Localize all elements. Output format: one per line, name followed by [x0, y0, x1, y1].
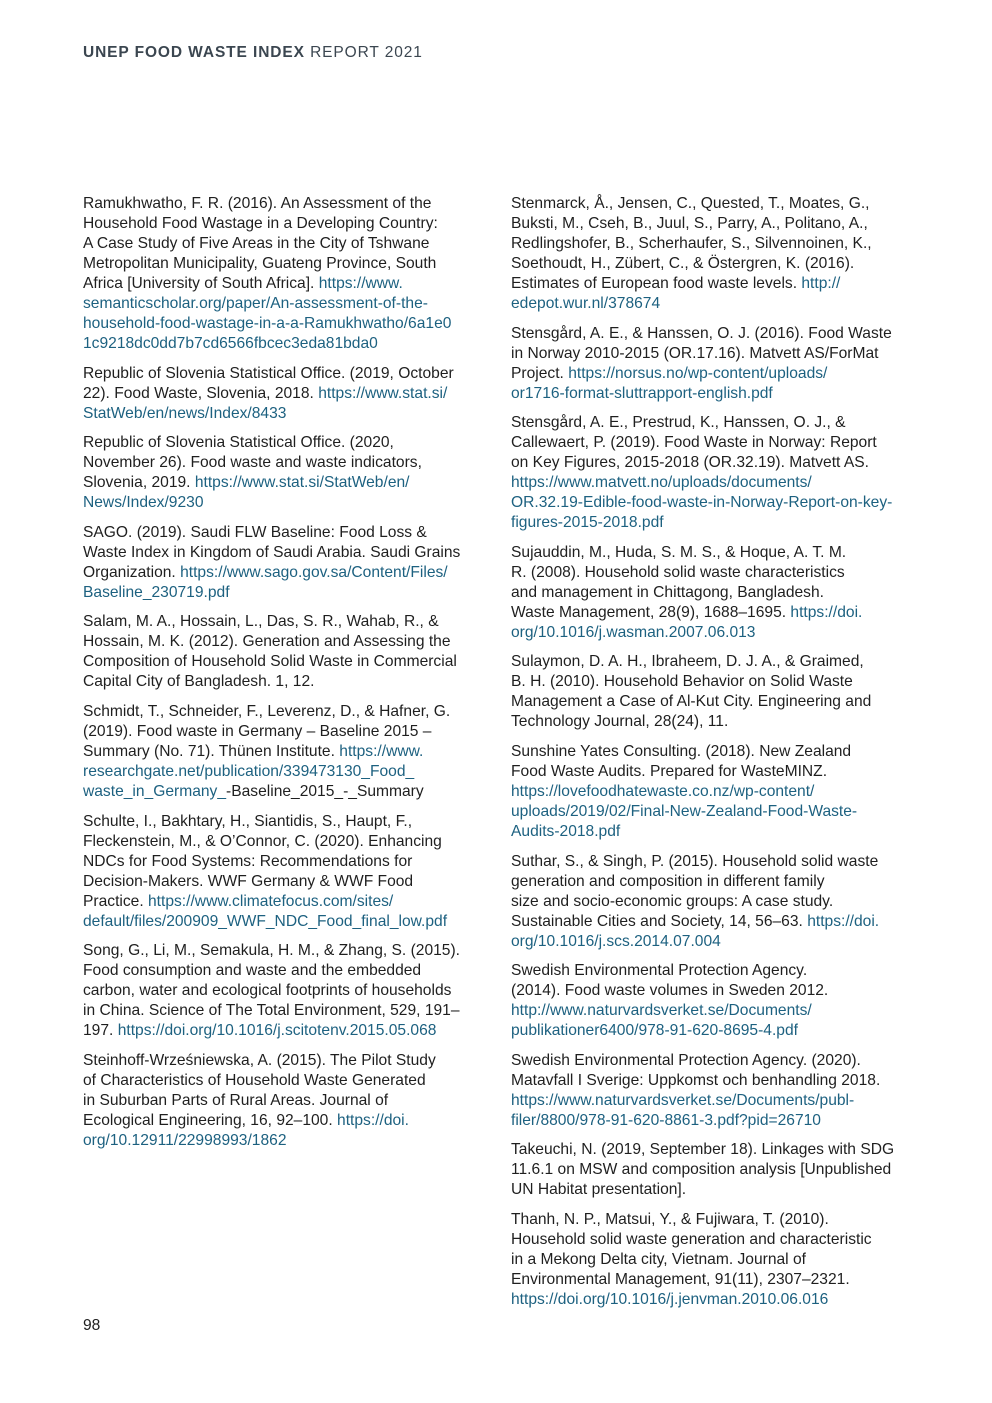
reference-entry — [83, 812, 483, 932]
reference-line — [511, 692, 913, 712]
reference-line — [511, 214, 913, 234]
reference-line — [511, 194, 913, 214]
reference-text: Organization. — [83, 563, 181, 581]
reference-link[interactable]: default/files/200909_WWF_NDC_Food_final_low.pdf — [83, 912, 448, 930]
reference-link[interactable]: household-food-wastage-in-a-a-Ramukhwatho/6a1e0 — [83, 315, 452, 332]
reference-line — [83, 872, 483, 892]
reference-text: Summary (No. 71). Thünen Institute. — [83, 742, 340, 760]
reference-line — [83, 473, 483, 493]
reference-link[interactable]: figures-2015-2018.pdf — [511, 514, 664, 532]
reference-link[interactable]: https://doi. — [807, 912, 880, 930]
reference-line — [511, 672, 913, 692]
reference-line — [511, 961, 913, 981]
reference-text: Decision-Makers. WWF Germany & WWF Food — [83, 872, 414, 890]
reference-line — [511, 1210, 913, 1230]
reference-link[interactable]: org/10.1016/j.wasman.2007.06.013 — [511, 623, 756, 641]
reference-line — [83, 981, 483, 1001]
reference-line — [511, 1051, 913, 1071]
reference-text: Stenmarck, Å., Jensen, C., Quested, T., Moates, G., — [511, 195, 870, 212]
reference-entry — [511, 961, 913, 1041]
reference-line — [83, 433, 483, 453]
reference-line — [511, 1160, 913, 1180]
reference-text: Practice. — [83, 892, 148, 910]
reference-text: Swedish Environmental Protection Agency. (2020). — [511, 1051, 861, 1069]
reference-line — [511, 852, 913, 872]
reference-link[interactable]: Audits-2018.pdf — [511, 822, 621, 840]
reference-text: (2019). Food waste in Germany – Baseline 2015 – — [83, 722, 432, 740]
reference-line — [83, 762, 483, 782]
reference-line — [511, 543, 913, 563]
reference-link[interactable]: http:// — [801, 275, 841, 292]
reference-text: Salam, M. A., Hossain, L., Das, S. R., Wahab, R., & — [83, 613, 439, 631]
reference-link[interactable]: uploads/2019/02/Final-New-Zealand-Food-Waste- — [511, 802, 858, 820]
reference-text: Sustainable Cities and Society, 14, 56–63. — [511, 912, 808, 930]
reference-link[interactable]: https://www.naturvardsverket.se/Documents/publ- — [511, 1091, 855, 1109]
reference-line — [511, 364, 913, 384]
reference-text: Project. — [511, 364, 569, 382]
reference-line — [83, 941, 483, 961]
reference-text: Household Food Wastage in a Developing Country: — [83, 215, 438, 232]
reference-entry — [511, 742, 913, 842]
reference-entry — [83, 364, 483, 424]
reference-line — [83, 1071, 483, 1091]
reference-text: Sujauddin, M., Huda, S. M. S., & Hoque, A. T. M. — [511, 543, 847, 561]
reference-line — [511, 1021, 913, 1041]
reference-text: Swedish Environmental Protection Agency. — [511, 962, 808, 980]
reference-text: Sunshine Yates Consulting. (2018). New Zealand — [511, 742, 852, 760]
reference-link[interactable]: 1c9218dc0dd7b7cd6566fbcec3eda81bda0 — [83, 335, 378, 352]
reference-line — [511, 294, 913, 314]
reference-line — [511, 872, 913, 892]
reference-link[interactable]: https://www.matvett.no/uploads/documents/ — [511, 474, 812, 492]
reference-line — [511, 513, 913, 533]
reference-line — [83, 672, 483, 692]
reference-line — [83, 961, 483, 981]
reference-line — [511, 473, 913, 493]
reference-text: Schulte, I., Bakhtary, H., Siantidis, S., Haupt, F., — [83, 812, 413, 830]
report-title: UNEP FOOD WASTE INDEX — [83, 44, 305, 61]
reference-line — [511, 981, 913, 1001]
reference-line — [83, 742, 483, 762]
reference-text: Food Waste Audits. Prepared for WasteMINZ. — [511, 762, 828, 780]
reference-line — [511, 623, 913, 643]
reference-text: Technology Journal, 28(24), 11. — [511, 713, 729, 731]
reference-link[interactable]: https://doi.org/10.1016/j.scitotenv.2015.05.068 — [117, 1022, 437, 1040]
reference-text: of Characteristics of Household Waste Generated — [83, 1071, 426, 1089]
reference-line — [511, 1071, 913, 1091]
reference-text: generation and composition in different family — [511, 872, 825, 890]
reference-line — [83, 453, 483, 473]
reference-text: Matavfall I Sverige: Uppkomst och benhandling 2018. — [511, 1071, 881, 1089]
reference-link[interactable]: filer/8800/978-91-620-8861-3.pdf?pid=26710 — [511, 1111, 821, 1129]
reference-text: 22). Food Waste, Slovenia, 2018. — [83, 384, 319, 402]
reference-line — [83, 852, 483, 872]
reference-line — [83, 1021, 483, 1041]
reference-line — [83, 254, 483, 274]
report-subtitle: REPORT 2021 — [310, 44, 423, 61]
reference-entry — [511, 194, 913, 314]
reference-entry — [511, 1140, 913, 1200]
reference-line — [511, 782, 913, 802]
reference-line — [511, 1270, 913, 1290]
reference-text: Composition of Household Solid Waste in Commercial — [83, 653, 457, 671]
reference-line — [511, 413, 913, 433]
reference-text: Household solid waste generation and characteristic — [511, 1230, 872, 1248]
reference-text: Environmental Management, 91(11), 2307–2321. — [511, 1270, 850, 1288]
reference-entry — [511, 1051, 913, 1131]
reference-text: Management a Case of Al-Kut City. Engineering and — [511, 693, 872, 711]
reference-link[interactable]: https://www.sago.gov.sa/Content/Files/ — [180, 563, 448, 581]
reference-entry — [511, 652, 913, 732]
reference-link[interactable]: org/10.1016/j.scs.2014.07.004 — [511, 932, 721, 950]
reference-text: B. H. (2010). Household Behavior on Solid Waste — [511, 673, 853, 691]
reference-line — [83, 1001, 483, 1021]
reference-link[interactable]: org/10.12911/22998993/1862 — [83, 1131, 287, 1149]
reference-text: Sulaymon, D. A. H., Ibraheem, D. J. A., & Graimed, — [511, 653, 864, 671]
reference-line — [511, 563, 913, 583]
reference-text: in a Mekong Delta city, Vietnam. Journal of — [511, 1250, 806, 1268]
reference-text: Hossain, M. K. (2012). Generation and Assessing the — [83, 633, 451, 651]
reference-text: Capital City of Bangladesh. 1, 12. — [83, 673, 315, 691]
reference-line — [83, 523, 483, 543]
reference-line — [511, 1290, 913, 1310]
reference-link[interactable]: OR.32.19-Edible-food-waste-in-Norway-Report-on-key- — [511, 494, 893, 512]
reference-line — [83, 493, 483, 513]
reference-link[interactable]: https://doi. — [790, 603, 863, 621]
reference-text: SAGO. (2019). Saudi FLW Baseline: Food Loss & — [83, 523, 427, 541]
reference-entry — [511, 413, 913, 533]
reference-line — [511, 453, 913, 473]
reference-text: Stensgård, A. E., Prestrud, K., Hanssen, O. J., & — [511, 414, 846, 432]
reference-line — [83, 294, 483, 314]
reference-line — [83, 1051, 483, 1071]
reference-text: Takeuchi, N. (2019, September 18). Linkages with SDG — [511, 1141, 895, 1159]
reference-line — [511, 1091, 913, 1111]
reference-line — [511, 1001, 913, 1021]
page-number: 98 — [83, 1317, 101, 1334]
report-header — [83, 44, 423, 62]
reference-line — [83, 1131, 483, 1151]
reference-text: size and socio-economic groups: A case study. — [511, 892, 834, 910]
reference-text: Redlingshofer, B., Scherhaufer, S., Silvennoinen, K., — [511, 235, 872, 252]
reference-text: in China. Science of The Total Environment, 529, 191– — [83, 1002, 460, 1020]
reference-text: Republic of Slovenia Statistical Office. (2020, — [83, 434, 394, 452]
reference-link[interactable]: https://lovefoodhatewaste.co.nz/wp-content/ — [511, 782, 815, 800]
reference-line — [511, 912, 913, 932]
reference-line — [83, 652, 483, 672]
reference-entry — [83, 702, 483, 802]
reference-line — [83, 274, 483, 294]
references-right-column — [511, 194, 913, 1320]
reference-line — [83, 702, 483, 722]
reference-link[interactable]: semanticscholar.org/paper/An-assessment-of-the- — [83, 295, 428, 312]
reference-line — [511, 892, 913, 912]
reference-text: Waste Management, 28(9), 1688–1695. — [511, 603, 791, 621]
reference-link[interactable]: https://www.stat.si/StatWeb/en/ — [194, 474, 410, 492]
reference-line — [511, 254, 913, 274]
references-left-column — [83, 194, 483, 1160]
reference-text: A Case Study of Five Areas in the City of Tshwane — [83, 235, 430, 252]
reference-text: Suthar, S., & Singh, P. (2015). Household solid waste — [511, 852, 879, 870]
reference-line — [83, 583, 483, 603]
reference-line — [83, 334, 483, 354]
reference-link[interactable]: https://doi.org/10.1016/j.jenvman.2010.06.016 — [511, 1290, 829, 1308]
reference-line — [83, 632, 483, 652]
reference-line — [511, 234, 913, 254]
reference-text: Slovenia, 2019. — [83, 474, 195, 492]
reference-line — [83, 892, 483, 912]
reference-text: Fleckenstein, M., & O’Connor, C. (2020). Enhancing — [83, 832, 442, 850]
reference-entry — [83, 523, 483, 603]
reference-line — [83, 563, 483, 583]
reference-link[interactable]: waste_in_Germany_ — [83, 782, 227, 800]
reference-line — [83, 782, 483, 802]
reference-line — [83, 543, 483, 563]
reference-text: UN Habitat presentation]. — [511, 1181, 687, 1199]
reference-text: Buksti, M., Cseh, B., Juul, S., Parry, A., Politano, A., — [511, 215, 868, 232]
reference-line — [511, 762, 913, 782]
reference-line — [83, 832, 483, 852]
reference-line — [83, 912, 483, 932]
reference-text: and management in Chittagong, Bangladesh. — [511, 583, 824, 601]
reference-link[interactable]: http://www.naturvardsverket.se/Documents/ — [511, 1002, 812, 1020]
reference-line — [83, 364, 483, 384]
reference-text: Waste Index in Kingdom of Saudi Arabia. Saudi Grains — [83, 543, 461, 561]
reference-line — [511, 652, 913, 672]
reference-entry — [83, 941, 483, 1041]
reference-text: Ecological Engineering, 16, 92–100. — [83, 1111, 338, 1129]
reference-line — [511, 324, 913, 344]
reference-text: carbon, water and ecological footprints of households — [83, 982, 452, 1000]
reference-text: Stensgård, A. E., & Hanssen, O. J. (2016). Food Waste — [511, 324, 892, 342]
reference-entry — [511, 543, 913, 643]
reference-text: R. (2008). Household solid waste characteristics — [511, 563, 845, 581]
reference-entry — [83, 612, 483, 692]
reference-text: NDCs for Food Systems: Recommendations for — [83, 852, 413, 870]
reference-link[interactable]: https://www.climatefocus.com/sites/ — [148, 892, 394, 910]
reference-line — [511, 1111, 913, 1131]
reference-link[interactable]: Baseline_230719.pdf — [83, 583, 230, 601]
reference-text: Steinhoff-Wrześniewska, A. (2015). The Pilot Study — [83, 1051, 436, 1069]
reference-line — [83, 1091, 483, 1111]
reference-text: Schmidt, T., Schneider, F., Leverenz, D., & Hafner, G. — [83, 702, 451, 720]
reference-text: on Key Figures, 2015-2018 (OR.32.19). Matvett AS. — [511, 454, 869, 472]
reference-text: Estimates of European food waste levels. — [511, 275, 802, 292]
reference-line — [83, 404, 483, 424]
reference-line — [83, 1111, 483, 1131]
reference-link[interactable]: publikationer6400/978-91-620-8695-4.pdf — [511, 1022, 798, 1040]
reference-line — [83, 384, 483, 404]
reference-line — [511, 603, 913, 623]
reference-line — [83, 314, 483, 334]
reference-text: Song, G., Li, M., Semakula, H. M., & Zhang, S. (2015). — [83, 942, 461, 960]
reference-entry — [511, 1210, 913, 1310]
reference-text: Food consumption and waste and the embedded — [83, 962, 422, 980]
reference-link[interactable]: https://www. — [339, 742, 424, 760]
reference-line — [511, 742, 913, 762]
reference-text: Africa [University of South Africa]. — [83, 275, 319, 292]
reference-link[interactable]: News/Index/9230 — [83, 494, 204, 512]
reference-text: in Norway 2010-2015 (OR.17.16). Matvett AS/ForMat — [511, 344, 879, 362]
reference-line — [511, 274, 913, 294]
reference-line — [511, 822, 913, 842]
reference-text: Ramukhwatho, F. R. (2016). An Assessment of the — [83, 195, 432, 212]
reference-line — [511, 1140, 913, 1160]
reference-link[interactable]: https://norsus.no/wp-content/uploads/ — [568, 364, 828, 382]
reference-entry — [83, 194, 483, 354]
reference-line — [83, 812, 483, 832]
reference-line — [511, 384, 913, 404]
reference-entry — [511, 852, 913, 952]
reference-line — [83, 214, 483, 234]
reference-line — [511, 932, 913, 952]
reference-line — [83, 194, 483, 214]
reference-entry — [511, 324, 913, 404]
reference-line — [511, 802, 913, 822]
reference-line — [511, 712, 913, 732]
reference-line — [511, 344, 913, 364]
reference-line — [83, 612, 483, 632]
reference-link[interactable]: edepot.wur.nl/378674 — [511, 295, 661, 312]
reference-text: (2014). Food waste volumes in Sweden 2012. — [511, 982, 829, 1000]
reference-link[interactable]: https://doi. — [337, 1111, 409, 1129]
reference-line — [511, 1230, 913, 1250]
reference-text: Thanh, N. P., Matsui, Y., & Fujiwara, T. (2010). — [511, 1210, 829, 1228]
reference-link[interactable]: StatWeb/en/news/Index/8433 — [83, 404, 287, 422]
reference-line — [83, 722, 483, 742]
reference-text: 197. — [83, 1022, 118, 1040]
reference-line — [511, 1180, 913, 1200]
reference-line — [511, 1250, 913, 1270]
reference-text: Soethoudt, H., Zübert, C., & Östergren, K. (2016). — [511, 255, 855, 272]
reference-link[interactable]: or1716-format-sluttrapport-english.pdf — [511, 384, 773, 402]
reference-text: November 26). Food waste and waste indicators, — [83, 454, 422, 472]
reference-entry — [83, 433, 483, 513]
reference-text: 11.6.1 on MSW and composition analysis [Unpublished — [511, 1161, 892, 1179]
reference-text: Callewaert, P. (2019). Food Waste in Norway: Report — [511, 434, 877, 452]
reference-link[interactable]: https://www. — [318, 275, 403, 292]
reference-link[interactable]: researchgate.net/publication/339473130_Food_ — [83, 762, 415, 780]
reference-line — [511, 583, 913, 603]
reference-line — [511, 493, 913, 513]
reference-line — [83, 234, 483, 254]
reference-text: in Suburban Parts of Rural Areas. Journal of — [83, 1091, 389, 1109]
reference-line — [511, 433, 913, 453]
reference-link[interactable]: https://www.stat.si/ — [318, 384, 448, 402]
reference-entry — [83, 1051, 483, 1151]
reference-text: -Baseline_2015_-_Summary — [226, 782, 424, 800]
reference-text: Republic of Slovenia Statistical Office. (2019, October — [83, 364, 454, 382]
reference-text: Metropolitan Municipality, Guateng Province, South — [83, 255, 437, 272]
